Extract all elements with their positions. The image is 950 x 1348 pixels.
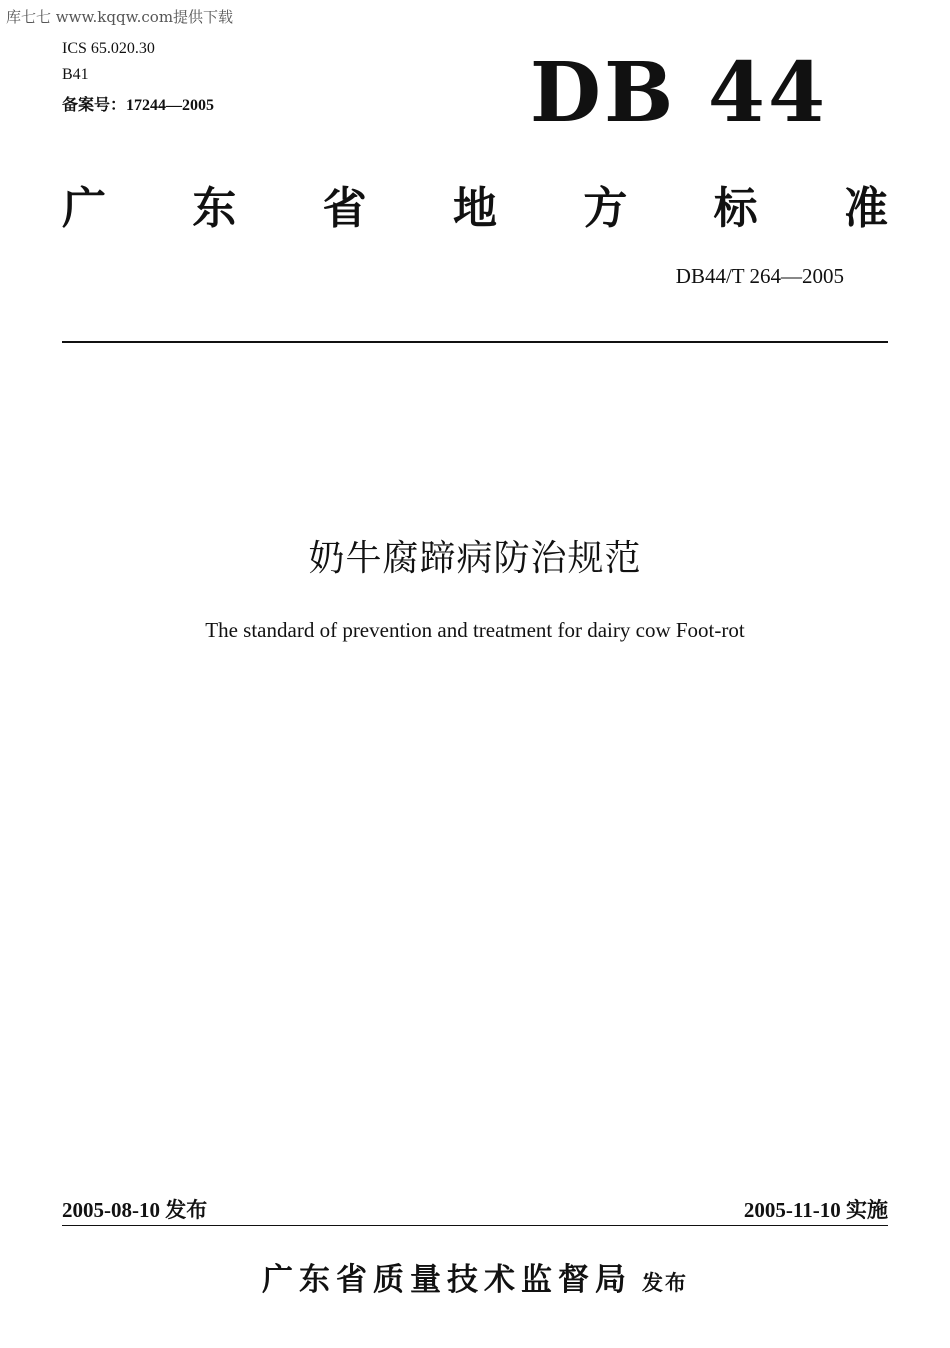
- standard-title-char: 标: [713, 183, 758, 234]
- document-subtitle: The standard of prevention and treatment for dairy cow Foot-rot: [205, 618, 745, 642]
- standard-title-char: 方: [583, 183, 628, 234]
- standard-title-char: 广: [62, 183, 106, 234]
- watermark-text: 库七七 www.kqqw.com提供下载: [6, 8, 234, 26]
- record-number: 备案号：17244—2005: [62, 97, 215, 114]
- standard-title-char: 省: [322, 183, 367, 234]
- footer-divider: [62, 1225, 888, 1226]
- standard-title-char: 地: [452, 183, 497, 234]
- db-code: DB 44: [529, 45, 828, 141]
- publisher-org: 广东省质量技术监督局: [262, 1262, 632, 1298]
- standard-title-char: 准: [843, 183, 888, 234]
- publish-date: 2005-08-10 发布: [62, 1198, 208, 1222]
- ics-code: ICS 65.020.30: [62, 40, 155, 57]
- standard-number: DB44/T 264—2005: [675, 264, 844, 288]
- classification-code: B41: [62, 66, 89, 83]
- implement-date: 2005-11-10 实施: [743, 1198, 888, 1222]
- header-divider: [62, 341, 888, 343]
- standard-title-char: 东: [192, 183, 237, 234]
- document-title: 奶牛腐蹄病防治规范: [308, 538, 642, 579]
- standard-title: [62, 174, 888, 234]
- publisher: [0, 1254, 950, 1299]
- publisher-suffix: 发布: [642, 1271, 688, 1295]
